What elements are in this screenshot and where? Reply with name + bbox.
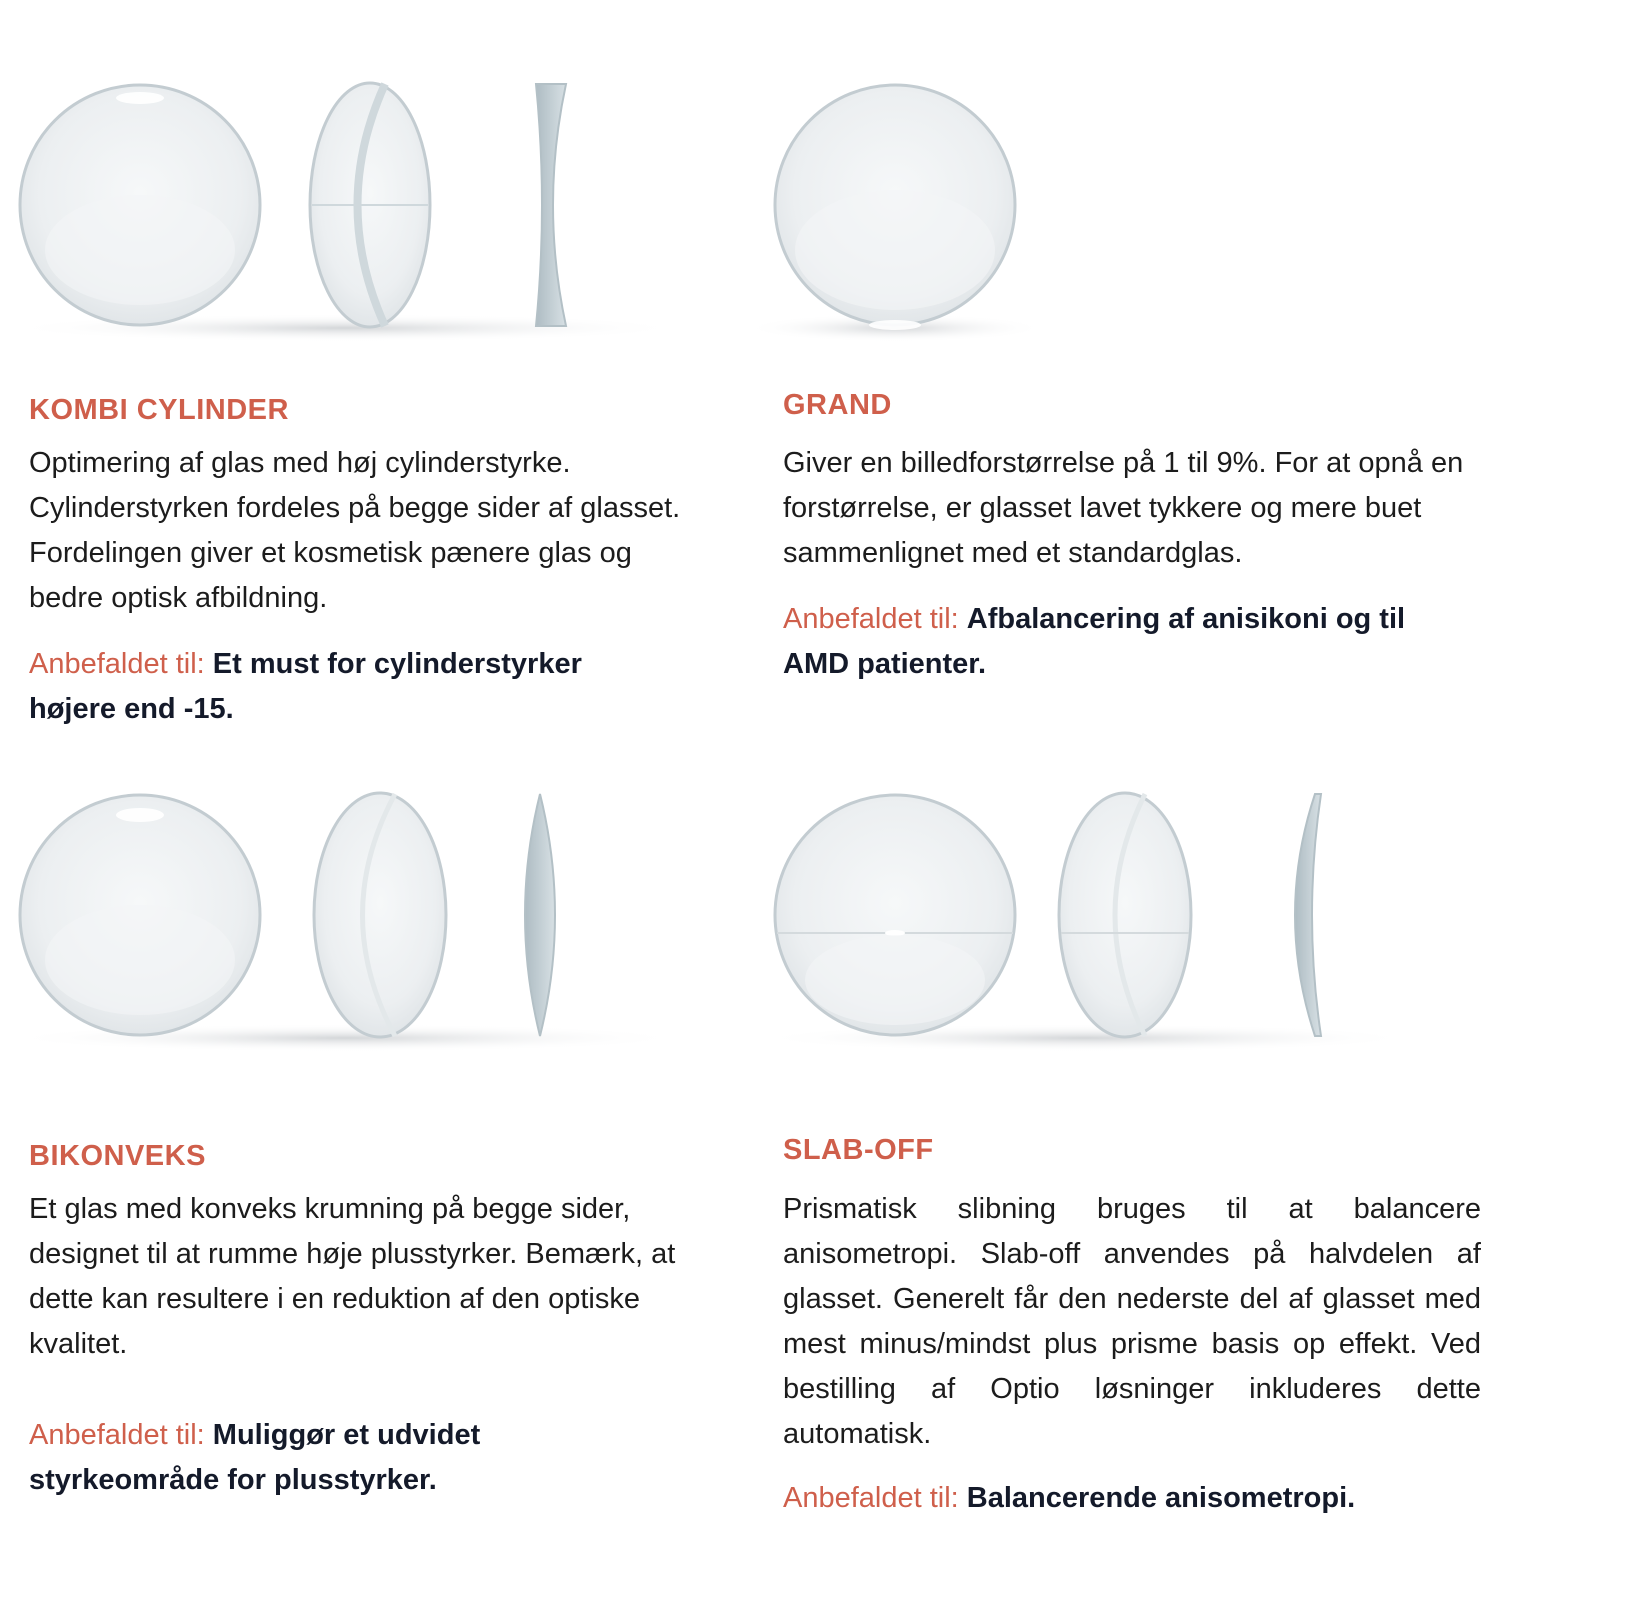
recommend-value: Afbalancering af anisikoni og til AMD patienter.: [783, 603, 1406, 680]
section-recommendation-grand: [783, 597, 1463, 687]
recommend-value: Muliggør et udvidet styrkeområde for plusstyrker.: [29, 1419, 481, 1496]
section-description-grand: Giver en billedforstørrelse på 1 til 9%. For at opnå en forstørrelse, er glasset lavet tykkere og mere buet sammenlignet med et standardglas.: [783, 447, 1464, 569]
lens-front-icon: [775, 85, 1015, 330]
grand-lens-strip: [755, 70, 1075, 350]
section-description-slab-off: Prismatisk slibning bruges til at balancere anisometropi. Slab-off anvendes på halvdelen af glasset. Generelt får den nederste del af glasset med mest minus/mindst plus prisme basis op effekt. Ved bestilling af Optio løsninger inkluderes dette automatisk.: [783, 1193, 1481, 1450]
recommend-value: Balancerende anisometropi.: [966, 1482, 1356, 1514]
lens-angled-split-icon: [1059, 793, 1191, 1037]
kombi-cylinder-lens-strip: [0, 70, 700, 350]
lens-front-icon: [20, 85, 260, 325]
section-title-kombi-cylinder: KOMBI CYLINDER: [29, 394, 289, 426]
section-description-kombi-cylinder: Optimering af glas med høj cylinderstyrke. Cylinderstyrken fordeles på begge sider af glasset. Fordelingen giver et kosmetisk pænere glas og bedre optisk afbildning.: [29, 447, 681, 614]
recommend-label: Anbefaldet til:: [783, 603, 959, 635]
lens-profile-concave-icon: [536, 84, 566, 326]
section-recommendation-slab-off: [783, 1476, 1483, 1521]
bikonveks-lens-strip: [0, 780, 700, 1060]
recommend-label: Anbefaldet til:: [783, 1482, 959, 1514]
lens-profile-convex-icon: [1295, 794, 1321, 1036]
recommend-label: Anbefaldet til:: [29, 648, 205, 680]
slab-off-lens-strip: [755, 780, 1455, 1060]
lens-profile-biconvex-icon: [525, 794, 555, 1036]
lens-angled-icon: [314, 793, 446, 1037]
lens-front-icon: [20, 795, 260, 1035]
section-description-bikonveks: Et glas med konveks krumning på begge sider, designet til at rumme høje plusstyrker. Bemærk, at dette kan resultere i en reduktion af den optiske kvalitet.: [29, 1193, 676, 1360]
section-title-bikonveks: BIKONVEKS: [29, 1140, 206, 1172]
lens-front-split-icon: [775, 795, 1015, 1035]
recommend-value: Et must for cylinderstyrker højere end -15.: [29, 648, 582, 725]
section-recommendation-bikonveks: [29, 1413, 589, 1503]
lens-angled-icon: [310, 83, 430, 327]
recommend-label: Anbefaldet til:: [29, 1419, 205, 1451]
section-title-grand: GRAND: [783, 389, 892, 421]
section-title-slab-off: SLAB-OFF: [783, 1134, 934, 1166]
section-recommendation-kombi-cylinder: [29, 642, 669, 732]
